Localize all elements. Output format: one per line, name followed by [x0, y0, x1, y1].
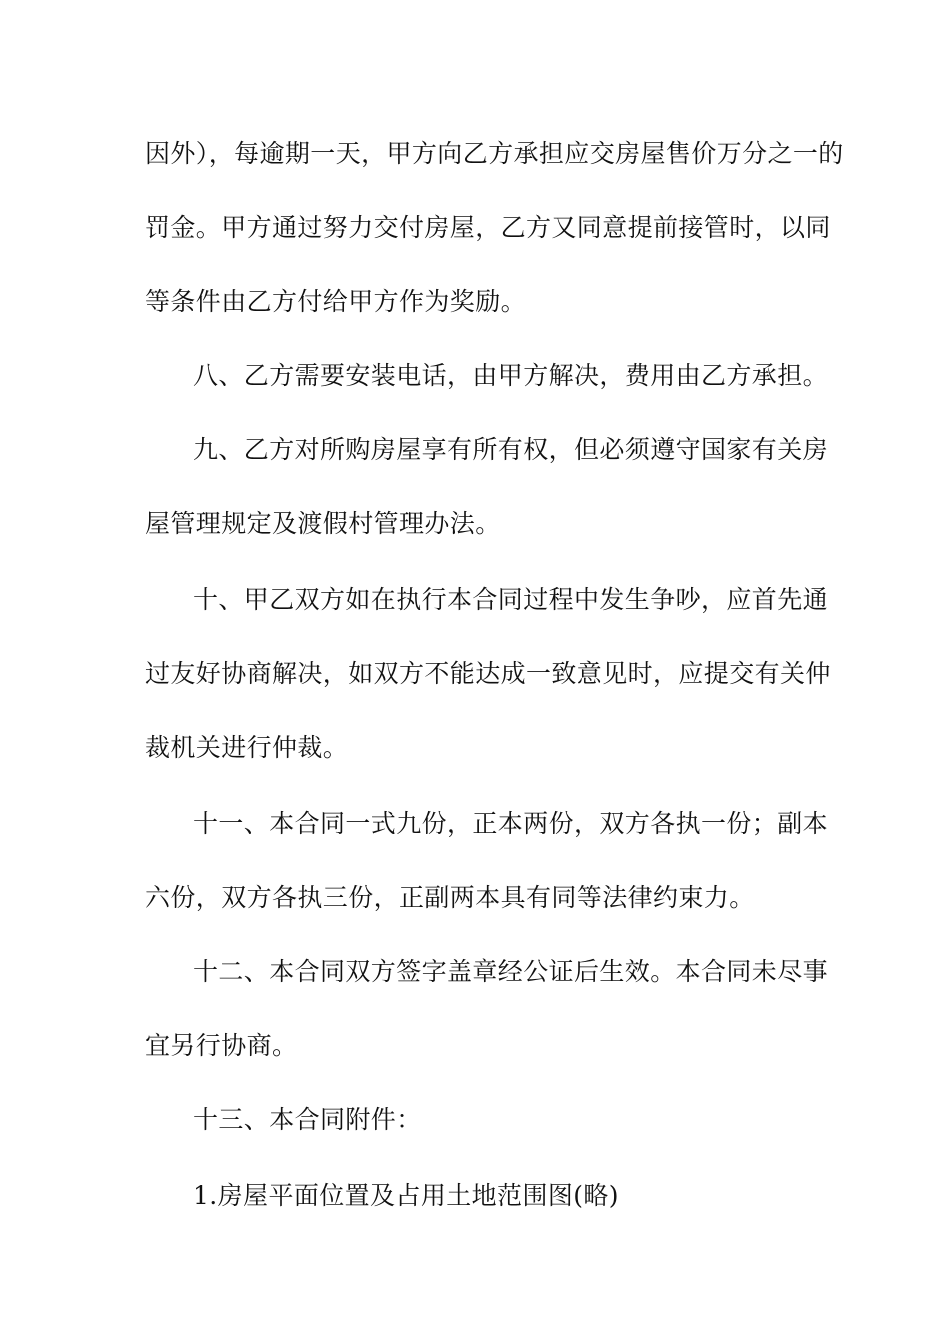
- text-line-9: 裁机关进行仲裁。: [145, 733, 349, 762]
- clause-9: 九、乙方对所购房屋享有所有权，但必须遵守国家有关房: [193, 435, 829, 464]
- attachment-item-1: 1.房屋平面位置及占用土地范围图(略): [193, 1181, 619, 1210]
- text-line-13: 宜另行协商。: [145, 1031, 298, 1060]
- clause-12: 十二、本合同双方签字盖章经公证后生效。本合同未尽事: [193, 957, 829, 986]
- clause-8: 八、乙方需要安装电话，由甲方解决，费用由乙方承担。: [193, 361, 829, 390]
- text-line-8: 过友好协商解决，如双方不能达成一致意见时，应提交有关仲: [145, 659, 831, 688]
- clause-10: 十、甲乙双方如在执行本合同过程中发生争吵，应首先通: [193, 585, 829, 614]
- text-line-1: 因外），每逾期一天，甲方向乙方承担应交房屋售价万分之一的: [145, 139, 844, 168]
- text-line-3: 等条件由乙方付给甲方作为奖励。: [145, 287, 527, 316]
- text-line-6: 屋管理规定及渡假村管理办法。: [145, 509, 501, 538]
- text-line-2: 罚金。甲方通过努力交付房屋，乙方又同意提前接管时，以同: [145, 213, 831, 242]
- text-line-11: 六份，双方各执三份，正副两本具有同等法律约束力。: [145, 883, 755, 912]
- clause-11: 十一、本合同一式九份，正本两份，双方各执一份；副本: [193, 809, 829, 838]
- clause-13: 十三、本合同附件：: [193, 1105, 422, 1134]
